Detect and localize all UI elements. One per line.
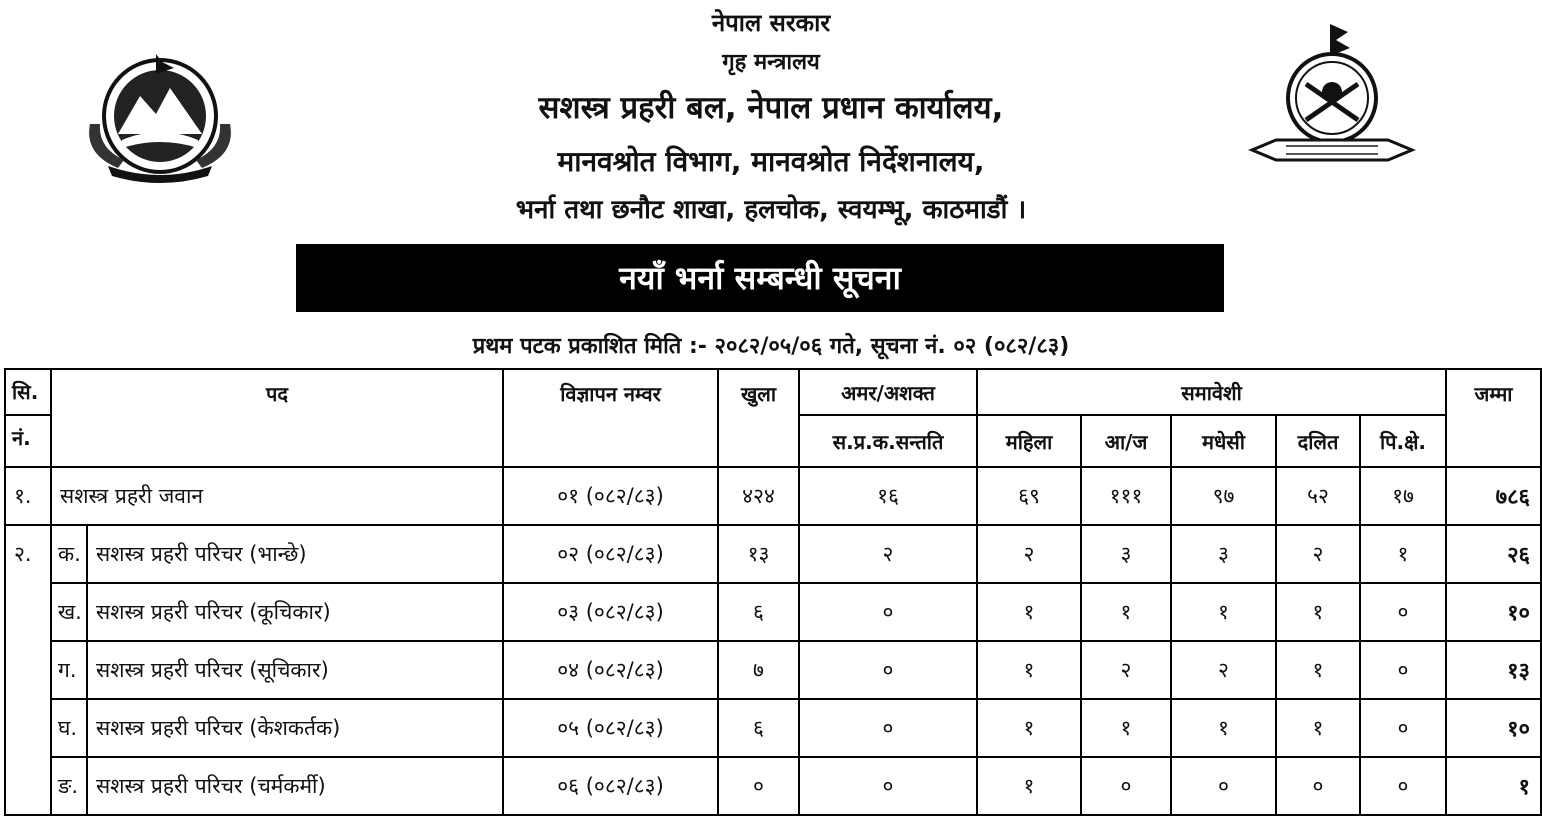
row-post: सशस्त्र प्रहरी परिचर (सूचिकार) <box>87 641 503 699</box>
row-sub: घ. <box>51 699 87 757</box>
row-total: २६ <box>1446 525 1541 583</box>
row-women: १ <box>977 757 1081 815</box>
header-women: महिला <box>977 415 1081 467</box>
row-open: ६ <box>718 583 799 641</box>
row-dalit: ५२ <box>1276 467 1360 525</box>
govt-title: नेपाल सरकार <box>711 9 831 37</box>
row-backward: ० <box>1360 641 1446 699</box>
header-total: जम्मा <box>1446 369 1541 467</box>
row-martyr: २ <box>799 525 977 583</box>
header-adibasi: आ/ज <box>1081 415 1171 467</box>
row-backward: ० <box>1360 583 1446 641</box>
row-adibasi: ३ <box>1081 525 1171 583</box>
row-open: ७ <box>718 641 799 699</box>
row-total: १० <box>1446 583 1541 641</box>
row-ad: ०२ (०८२/८३) <box>503 525 718 583</box>
row-open: १३ <box>718 525 799 583</box>
table-row <box>5 467 1541 525</box>
header-open: खुला <box>718 369 799 467</box>
row-sub: ख. <box>51 583 87 641</box>
notice-title-banner: नयाँ भर्ना सम्बन्धी सूचना <box>296 244 1224 312</box>
row-total: १ <box>1446 757 1541 815</box>
row-martyr: ० <box>799 699 977 757</box>
row-adibasi: १११ <box>1081 467 1171 525</box>
row-madhesi: ९७ <box>1171 467 1276 525</box>
row-madhesi: १ <box>1171 583 1276 641</box>
row-women: १ <box>977 583 1081 641</box>
row-sub: क. <box>51 525 87 583</box>
row-backward: ० <box>1360 757 1446 815</box>
row-dalit: १ <box>1276 699 1360 757</box>
table-row <box>5 525 1541 583</box>
ministry-title: गृह मन्त्रालय <box>722 50 820 75</box>
branch-title: भर्ना तथा छनौट शाखा, हलचोक, स्वयम्भू, काठमाडौं । <box>515 195 1027 225</box>
row-post: सशस्त्र प्रहरी जवान <box>51 467 503 525</box>
row-backward: १७ <box>1360 467 1446 525</box>
row-open: ६ <box>718 699 799 757</box>
row-women: ६९ <box>977 467 1081 525</box>
row-madhesi: २ <box>1171 641 1276 699</box>
row-ad: ०६ (०८२/८३) <box>503 757 718 815</box>
department-title: मानवश्रोत विभाग, मानवश्रोत निर्देशनालय, <box>557 145 985 178</box>
row-madhesi: १ <box>1171 699 1276 757</box>
row-martyr: ० <box>799 757 977 815</box>
header-sn-top: सि. <box>5 369 51 415</box>
row-adibasi: ० <box>1081 757 1171 815</box>
vacancy-table <box>4 368 1542 816</box>
row-open: ० <box>718 757 799 815</box>
row-post: सशस्त्र प्रहरी परिचर (कूचिकार) <box>87 583 503 641</box>
row-sn: १. <box>5 467 51 525</box>
row-madhesi: ० <box>1171 757 1276 815</box>
header-dalit: दलित <box>1276 415 1360 467</box>
table-row <box>5 757 1541 815</box>
table-row <box>5 583 1541 641</box>
header-backward: पि.क्षे. <box>1360 415 1446 467</box>
row-dalit: २ <box>1276 525 1360 583</box>
row-women: १ <box>977 699 1081 757</box>
row-adibasi: १ <box>1081 583 1171 641</box>
row-ad: ०५ (०८२/८३) <box>503 699 718 757</box>
header-inclusive: समावेशी <box>977 369 1446 415</box>
row-women: १ <box>977 641 1081 699</box>
row-dalit: १ <box>1276 583 1360 641</box>
row-open: ४२४ <box>718 467 799 525</box>
publish-date-line: प्रथम पटक प्रकाशित मिति :- २०८२/०५/०६ गते, सूचना नं. ०२ (०८२/८३) <box>472 334 1070 359</box>
row-martyr: ० <box>799 583 977 641</box>
row-post: सशस्त्र प्रहरी परिचर (चर्मकर्मी) <box>87 757 503 815</box>
row-total: ७८६ <box>1446 467 1541 525</box>
row-ad: ०३ (०८२/८३) <box>503 583 718 641</box>
row-total: १३ <box>1446 641 1541 699</box>
row-sub: ग. <box>51 641 87 699</box>
row-total: १० <box>1446 699 1541 757</box>
row-post: सशस्त्र प्रहरी परिचर (केशकर्तक) <box>87 699 503 757</box>
row-backward: ० <box>1360 699 1446 757</box>
row-backward: १ <box>1360 525 1446 583</box>
row-martyr: १६ <box>799 467 977 525</box>
row-madhesi: ३ <box>1171 525 1276 583</box>
row-post: सशस्त्र प्रहरी परिचर (भान्छे) <box>87 525 503 583</box>
header-martyr-bottom: स.प्र.क.सन्तति <box>799 415 977 467</box>
row-sn: २. <box>5 525 51 815</box>
row-dalit: १ <box>1276 641 1360 699</box>
row-ad: ०१ (०८२/८३) <box>503 467 718 525</box>
header-sn-bottom: नं. <box>5 415 51 467</box>
row-adibasi: २ <box>1081 641 1171 699</box>
header-post: पद <box>51 369 503 467</box>
row-ad: ०४ (०८२/८३) <box>503 641 718 699</box>
row-martyr: ० <box>799 641 977 699</box>
header-madhesi: मधेसी <box>1171 415 1276 467</box>
row-dalit: ० <box>1276 757 1360 815</box>
row-sub: ङ. <box>51 757 87 815</box>
table-row <box>5 641 1541 699</box>
row-women: २ <box>977 525 1081 583</box>
table-row <box>5 699 1541 757</box>
office-title: सशस्त्र प्रहरी बल, नेपाल प्रधान कार्यालय, <box>538 90 1004 126</box>
header-martyr-top: अमर/अशक्त <box>799 369 977 415</box>
header-ad-no: विज्ञापन नम्वर <box>503 369 718 467</box>
row-adibasi: १ <box>1081 699 1171 757</box>
